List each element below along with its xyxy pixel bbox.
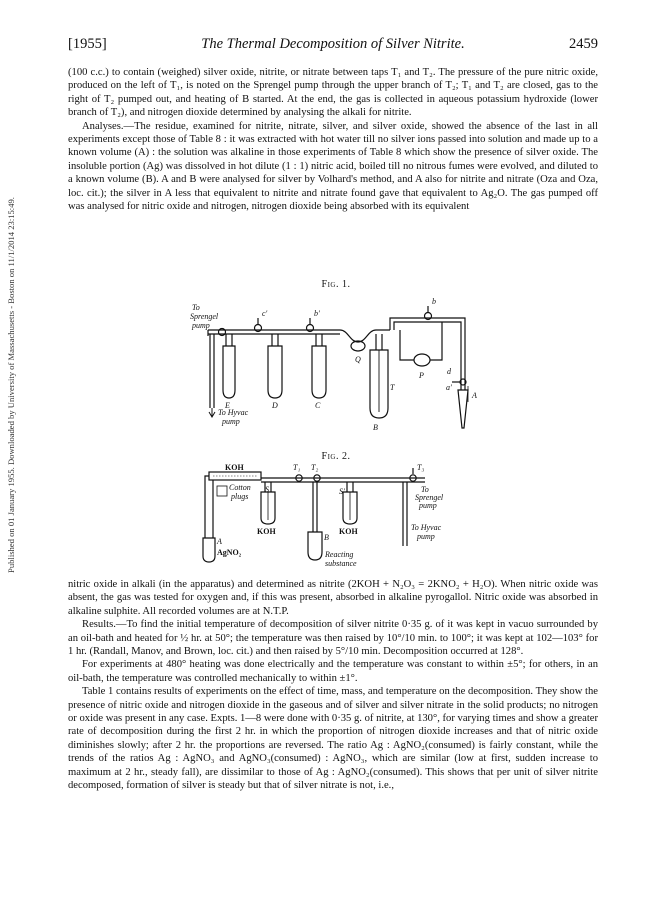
fig2-label-agno2: AgNO₂	[217, 548, 242, 557]
fig1-label-b: b	[432, 297, 436, 306]
figure-2-caption: Fig. 2.	[321, 451, 351, 462]
fig1-label-c-prime: c′	[262, 309, 268, 318]
header-title: The Thermal Decomposition of Silver Nitrite.	[201, 36, 465, 52]
running-header	[68, 36, 598, 56]
fig2-label-koh-2: KOH	[339, 527, 358, 536]
fig2-label-S-prime: S′	[339, 487, 345, 496]
fig2-label-substance: substance	[325, 559, 357, 568]
fig2-label-plugs: plugs	[231, 492, 249, 501]
page-number: 2459	[569, 36, 598, 52]
fig1-label-Q: Q	[355, 355, 361, 364]
fig2-label-T3: T₃	[417, 463, 425, 472]
fig1-label-T: T	[390, 383, 395, 392]
figure-1-caption: Fig. 1.	[321, 279, 351, 290]
fig2-label-B: B	[324, 533, 329, 542]
fig1-label-a-prime: a′	[446, 383, 452, 392]
paragraph: Analyses.—The residue, examined for nitrite, nitrate, silver, and silver oxide, showed the absence of the last in all experiments except those of Table 8 : it was extracted with hot water till no silver ions passed into solution and made up to a known volume (A) : the solution was alkaline in those experiments of Table 8 which show the presence of silver oxide. The insoluble portion (Ag) was dissolved in hot dilute (1 : 1) nitric acid, boiled till no nitrous fumes were evolved, and diluted to a known volume (B). A and B were analysed for silver by Volhard's method, and A also for nitrite and nitrate (Oza and Oza, loc. cit.); the silver in A less that equivalent to nitrite and nitrate found gave that equivalent to Ag₂O. The gas pumped off was analysed for nitric oxide and nitrogen, nitrogen dioxide being absorbed with its equivalent	[68, 120, 598, 213]
fig2-label-koh-top: KOH	[225, 463, 244, 472]
download-watermark-text: Published on 01 January 1955. Downloaded by University of Massachusetts - Boston on 11/1/2014 23:15:49.	[6, 197, 16, 573]
download-watermark	[4, 80, 18, 690]
fig1-label-hyvac-pump: pump	[222, 417, 240, 426]
fig2-label-hyvac-pump: pump	[417, 532, 435, 541]
fig1-label-A: A	[472, 391, 477, 400]
paragraph: Results.—To find the initial temperature of decomposition of silver nitrite 0·35 g. of it was kept in vacuo surrounded by an oil-bath and heated for ½ hr. at 50°; the temperature was then raised by 10°/10 min. to 100°; it was kept at 102—103° for 1 hr. (Randall, Manov, and Brown, loc. cit.) and then raised by 5°/10 min. Decomposition occurred at 128°.	[68, 619, 598, 658]
fig1-label-E: E	[225, 401, 230, 410]
fig1-label-B: B	[373, 423, 378, 432]
fig1-label-to: To	[192, 303, 200, 312]
fig2-label-T2: T₂	[311, 463, 319, 472]
paragraph: (100 c.c.) to contain (weighed) silver oxide, nitrite, or nitrate between taps T₁ and T₂. The pressure of the pure nitric oxide, produced on the left of T₁, is noted on the Sprengel pump through the upper branch of T₂; T₁ and T₂ are closed, gas to the right of T₂ pumped out, and heating of B started. At the end, the gas is collected in aqueous potassium hydroxide (lower branch of T₂), and nitrogen dioxide determined by analysing the alkali for nitrite.	[68, 67, 598, 119]
body-text-top	[68, 66, 598, 213]
header-year: [1955]	[68, 36, 107, 52]
fig2-label-A: A	[217, 537, 222, 546]
fig1-label-D: D	[272, 401, 278, 410]
fig2-label-hyvac: To Hyvac	[411, 523, 442, 532]
fig1-label-sprengel: Sprengel	[190, 312, 219, 321]
fig2-label-S: S	[265, 485, 269, 494]
fig1-label-pump: pump	[192, 321, 210, 330]
fig2-label-T1: T₁	[293, 463, 301, 472]
body-text-bottom	[68, 578, 598, 793]
fig1-label-C: C	[315, 401, 321, 410]
figure-2-apparatus	[195, 462, 455, 570]
fig1-label-hyvac: To Hyvac	[218, 408, 249, 417]
figure-1-apparatus	[190, 290, 490, 440]
paragraph: nitric oxide in alkali (in the apparatus) and determined as nitrite (2KOH + N₂O₃ = 2KNO₂ + H₂O). When nitric oxide was absent, the gas was tested for oxygen and, if this was present, absorbed in alkaline pyrogallol. Nitric oxide was absorbed in alkaline sulphite. All recorded volumes are at N.T.P.	[68, 579, 598, 617]
fig2-label-to: To	[421, 485, 429, 494]
paragraph: Table 1 contains results of experiments on the effect of time, mass, and temperature on the decomposition. They show the presence of nitric oxide and nitrogen dioxide in the gaseous and of silver and silver nitrate in the solid products; no nitrogen or oxide was present in any case. Expts. 1—8 were done with 0·35 g. of nitrite, at 130°, for varying times and show a greater rate of decomposition during the first 2 hr. in which the proportion of nitrogen dioxide increases and that of nitric oxide diminishes slowly; after 2 hr. the proportions are reversed. The ratio Ag : AgNO₂(consumed) is fairly constant, while the trends of the ratios Ag : AgNO₃ and AgNO₃(consumed) : AgNO₃, which are similar (low at first, sudden increase to maximum at 2 hr., steady fall), are dissimilar to those of Ag : AgNO₂(consumed). This shows that per unit of silver nitrite decomposed, formation of silver is steady but that of silver nitrate is not, i.e.,	[68, 686, 598, 792]
fig1-label-d: d	[447, 367, 451, 376]
fig1-label-P: P	[419, 371, 424, 380]
fig2-label-reacting: Reacting	[325, 550, 354, 559]
fig2-label-sprengel-pump: pump	[419, 501, 437, 510]
fig1-label-b-prime: b′	[314, 309, 320, 318]
paragraph: For experiments at 480° heating was done electrically and the temperature was constant to within ±5°; for others, in an oil-bath, the temperature was controlled mechanically to within ±1°.	[68, 659, 598, 684]
fig2-label-cotton: Cotton	[229, 483, 251, 492]
fig2-label-sprengel: Sprengel	[415, 493, 444, 502]
fig2-label-koh-1: KOH	[257, 527, 276, 536]
